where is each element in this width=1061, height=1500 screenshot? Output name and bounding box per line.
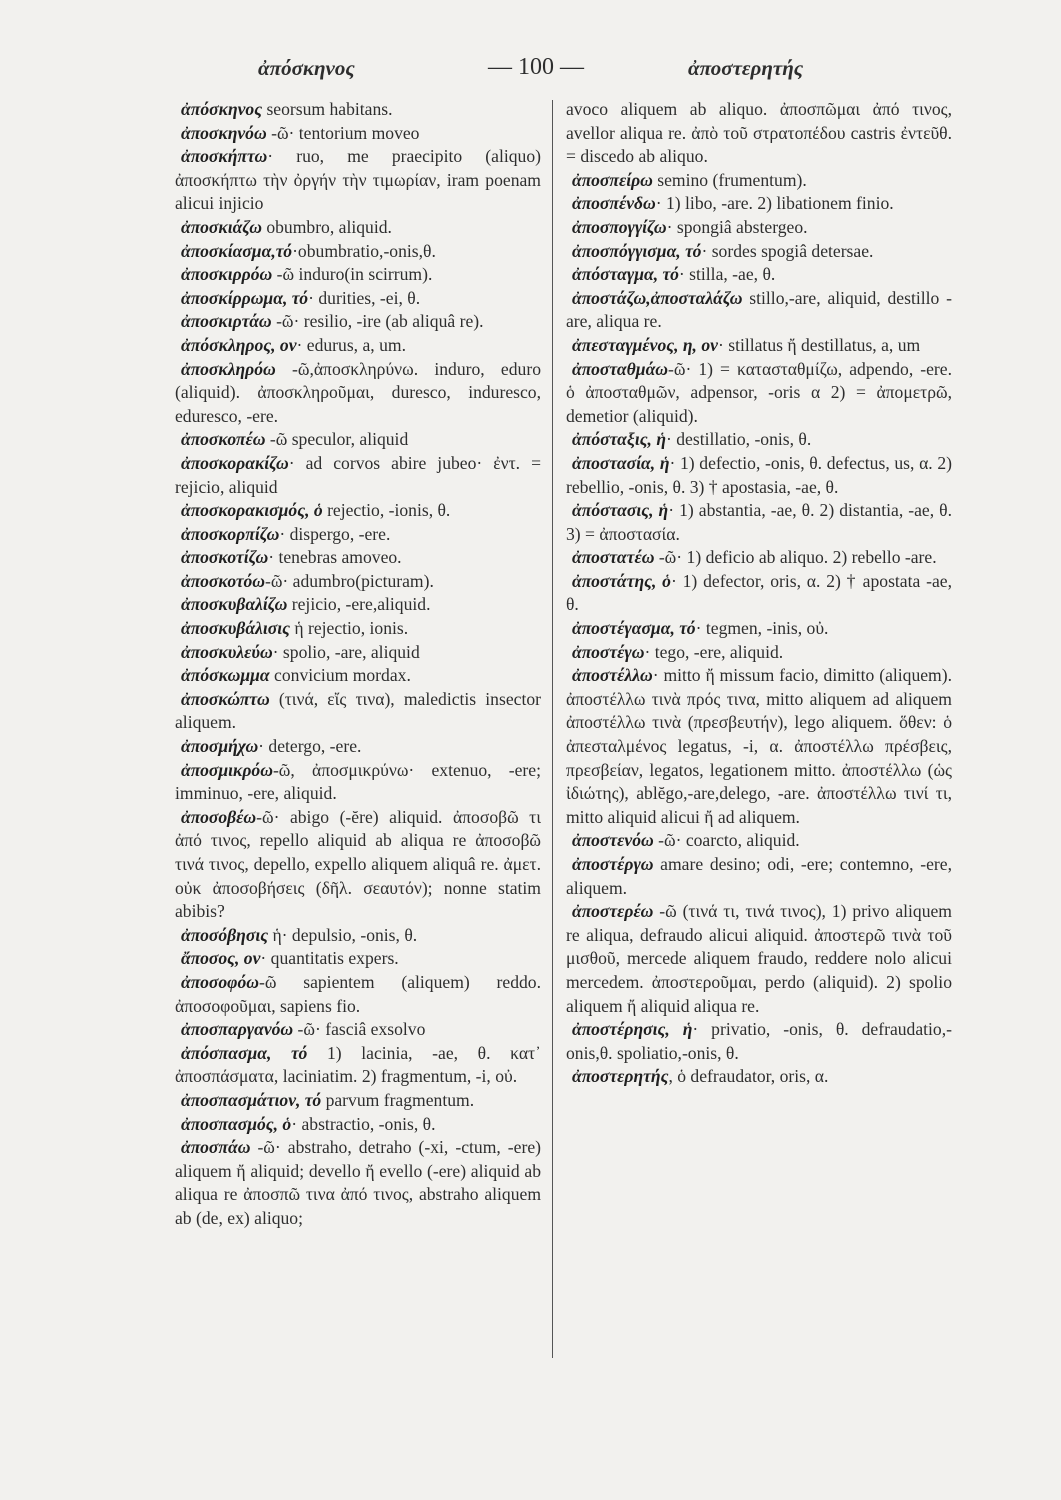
entry-headword: ἀποστάτης, ὁ bbox=[572, 570, 671, 591]
entry-headword: ἀποσκηνόω bbox=[181, 122, 267, 143]
entry-definition: parvum fragmentum. bbox=[321, 1089, 475, 1110]
entry-definition: stillo,-are, aliquid, destillo -are, aliqua re. bbox=[566, 287, 952, 332]
dictionary-entry bbox=[175, 570, 541, 594]
dictionary-entry bbox=[566, 358, 952, 429]
dictionary-entry bbox=[175, 641, 541, 665]
entry-headword: ἀποσμικρόω bbox=[181, 759, 273, 780]
dictionary-entry bbox=[175, 1089, 541, 1113]
entry-definition: · durities, -ei, θ. bbox=[308, 287, 421, 308]
entry-headword: ἀποσπόγγισμα, τό bbox=[572, 240, 702, 261]
entry-headword: ἀπόσταξις, ἡ bbox=[572, 429, 666, 450]
entry-definition: semino (frumentum). bbox=[652, 169, 807, 190]
entry-headword: ἄποσος, ον bbox=[181, 948, 261, 969]
entry-definition: · 1) abstantia, -ae, θ. 2) distantia, -ae, θ. 3) = ἀποστασία. bbox=[566, 500, 952, 544]
entry-definition: -ῶ induro(in scirrum). bbox=[272, 264, 433, 285]
entry-headword: ἀποσπάω bbox=[181, 1137, 251, 1158]
entry-headword: ἀπόσκωμμα bbox=[181, 665, 270, 686]
dictionary-entry bbox=[175, 1136, 541, 1230]
dictionary-entry bbox=[175, 806, 541, 924]
entry-headword: ἀποστέργω bbox=[572, 854, 654, 874]
dictionary-entry bbox=[175, 499, 541, 523]
entry-headword: ἀποστάζω,ἀποσταλάζω bbox=[572, 287, 743, 308]
dictionary-entry bbox=[175, 122, 541, 146]
entry-definition: · sordes spogiâ detersae. bbox=[701, 240, 874, 261]
dictionary-entry bbox=[175, 1042, 541, 1089]
dictionary-entry bbox=[566, 98, 952, 169]
entry-headword: ἀποσκορακισμός, ὁ bbox=[181, 500, 323, 521]
entry-definition: (τινά, εἴς τινα), maledictis insector aliquem. bbox=[175, 688, 541, 733]
entry-headword: ἀποστερέω bbox=[572, 901, 654, 922]
entry-headword: ἀποστασία, ἡ bbox=[572, 452, 670, 473]
entry-headword: ἀποσκήπτω bbox=[181, 146, 268, 167]
entry-headword: ἀπόστασις, ἡ bbox=[572, 500, 669, 521]
entry-headword: ἀποσκοπέω bbox=[181, 429, 266, 450]
entry-headword: ἀποστερητής bbox=[572, 1066, 669, 1087]
entry-definition: ·obumbratio,-onis,θ. bbox=[292, 240, 436, 261]
entry-definition: · ad corvos abire jubeo· ἐντ. = rejicio, aliquid bbox=[175, 452, 541, 497]
column-divider bbox=[552, 100, 553, 1358]
entry-definition: · mitto ἤ missum facio, dimitto (aliquem). ἀποστέλλω τινὰ πρός τινα, mitto aliquem ad aliquem ἀποστέλλω τινὰ (πρεσβευτήν), lego aliquem. ὅθεν: ὁ ἀπεσταλμένος legatus, -i, α. ἀποστέλλω πρέσβεις, πρεσβείαν, legatos, legationem mitto. ἀποστέλλω (ὡς ἰδιώτης), ablĕgo,-are,delego, -are. ἀποστέλλω τινί τι, mitto aliquid alicui ἤ ad aliquem. bbox=[566, 665, 952, 827]
dictionary-entry bbox=[175, 428, 541, 452]
entry-headword: ἀποσκυβαλίζω bbox=[181, 594, 288, 615]
entry-headword: ἀποσκιάζω bbox=[181, 216, 262, 237]
entry-definition: -ῶ sapientem (aliquem) reddo. ἀποσοφοῦμαι, sapiens fio. bbox=[175, 971, 541, 1016]
entry-headword: ἀπόσταγμα, τό bbox=[572, 264, 679, 285]
header-right-headword: ἀποστερητής bbox=[688, 56, 804, 80]
entry-definition: ἡ rejectio, ionis. bbox=[289, 618, 409, 639]
dictionary-entry bbox=[175, 334, 541, 358]
entry-definition: -ῶ speculor, aliquid bbox=[265, 429, 409, 450]
dictionary-entry bbox=[566, 664, 952, 829]
entry-definition: · 1) libo, -are. 2) libationem finio. bbox=[655, 193, 894, 214]
entry-headword: ἀποσκιρτάω bbox=[181, 311, 272, 332]
dictionary-entry bbox=[175, 759, 541, 806]
entry-headword: ἀποσόβησις bbox=[181, 924, 269, 945]
dictionary-entry bbox=[566, 192, 952, 216]
entry-definition: · tego, -ere, aliquid. bbox=[644, 641, 784, 662]
dictionary-entry bbox=[566, 240, 952, 264]
entry-headword: ἀποσκίρρωμα, τό bbox=[181, 287, 309, 308]
entry-headword: ἀποσοφόω bbox=[181, 971, 259, 992]
dictionary-entry bbox=[566, 853, 952, 900]
page-header bbox=[0, 52, 1061, 92]
entry-headword: ἀποσκοτόω bbox=[181, 570, 265, 591]
entry-headword: ἀποσκορακίζω bbox=[181, 452, 289, 473]
entry-definition: · 1) defector, oris, α. 2) † apostata -ae, θ. bbox=[566, 570, 952, 615]
dictionary-entry bbox=[175, 358, 541, 429]
entry-definition: -ῶ· abstraho, detraho (-xi, -ctum, -ere) aliquem ἤ aliquid; devello ἤ evello (-ere) aliquid ab aliqua re ἀποσπῶ τινα ἀπό τινος, abstraho aliquem ab (de, ex) aliquo; bbox=[175, 1137, 541, 1228]
entry-definition: -ῶ· abigo (-ĕre) aliquid. ἀποσοβῶ τι ἀπό τινος, repello aliquid ab aliqua re ἀποσοβῶ τινά τινος, depello, expello aliquem aliquâ re. ἀμετ. οὐκ ἀποσοβήσεις (δῆλ. σεαυτόν); nonne statim abibis? bbox=[175, 806, 541, 922]
entry-headword: ἀποσπείρω bbox=[572, 169, 653, 190]
dictionary-entry bbox=[175, 1113, 541, 1137]
entry-definition: -ῶ· 1) = κατασταθμίζω, adpendo, -ere. ὁ ἀποσταθμῶν, adpensor, -oris α 2) = ἀπομετρῶ, demetior (aliquid). bbox=[566, 358, 952, 426]
entry-headword: ἀποστέγασμα, τό bbox=[572, 618, 696, 639]
dictionary-entry bbox=[175, 263, 541, 287]
entry-headword: ἀποσκυλεύω bbox=[181, 641, 273, 662]
entry-headword: ἀποσπένδω bbox=[572, 193, 656, 214]
dictionary-entry bbox=[175, 971, 541, 1018]
entry-headword: ἀπόσκηνος bbox=[181, 99, 263, 119]
entry-definition: obumbro, aliquid. bbox=[261, 216, 392, 237]
entry-definition: -ῶ· coarcto, aliquid. bbox=[653, 830, 800, 851]
entry-headword: ἀποσκοτίζω bbox=[181, 547, 269, 568]
entry-headword: ἀποσκληρόω bbox=[181, 358, 276, 379]
entry-definition: -ῶ (τινά τι, τινά τινος), 1) privo aliquem re aliqua, defraudo alicui aliquid. ἀποστερῶ τινὰ τοῦ μισθοῦ, mercede aliquem fraudo, reddere nolo alicui mercedem. ἀποστεροῦμαι, perdo (aliquid). 2) spolio aliquem ἤ aliquid aliqua re. bbox=[566, 901, 952, 1016]
dictionary-entry bbox=[566, 617, 952, 641]
entry-definition: · spolio, -are, aliquid bbox=[272, 641, 420, 662]
dictionary-entry bbox=[566, 570, 952, 617]
entry-definition: · tegmen, -inis, οὐ. bbox=[695, 618, 829, 639]
header-left-headword: ἀπόσκηνος bbox=[258, 56, 355, 80]
entry-headword: ἀποστέρησις, ἡ bbox=[572, 1019, 693, 1040]
entry-headword: ἀποσκορπίζω bbox=[181, 523, 280, 544]
entry-definition: , ὁ defraudator, oris, α. bbox=[668, 1066, 829, 1087]
left-column bbox=[175, 98, 541, 1231]
entry-definition: rejicio, -ere,aliquid. bbox=[287, 594, 431, 615]
dictionary-entry bbox=[175, 546, 541, 570]
entry-headword: ἀποσκώπτω bbox=[181, 688, 270, 709]
dictionary-entry bbox=[175, 240, 541, 264]
dictionary-entry bbox=[175, 452, 541, 499]
dictionary-entry bbox=[175, 1018, 541, 1042]
dictionary-entry bbox=[566, 1065, 952, 1089]
entry-definition: · ruo, me praecipito (aliquo) ἀποσκήπτω τὴν ὀργήν τὴν τιμωρίαν, iram poenam alicui injicio bbox=[175, 146, 541, 214]
entry-definition: -ῶ· resilio, -ire (ab aliquâ re). bbox=[271, 311, 484, 332]
entry-definition: -ῶ· adumbro(picturam). bbox=[264, 570, 434, 591]
dictionary-entry bbox=[566, 216, 952, 240]
dictionary-entry bbox=[175, 947, 541, 971]
dictionary-entry bbox=[566, 829, 952, 853]
dictionary-entry bbox=[175, 145, 541, 216]
entry-definition: · stillatus ἤ destillatus, a, um bbox=[717, 334, 921, 355]
entry-headword: ἀποσκυβάλισις bbox=[181, 618, 290, 639]
entry-headword: ἀποσταθμάω bbox=[572, 358, 669, 379]
entry-headword: ἀποστέγω bbox=[572, 641, 645, 662]
dictionary-entry bbox=[175, 287, 541, 311]
entry-definition: · tenebras amoveo. bbox=[268, 547, 402, 568]
entry-headword: ἀποστατέω bbox=[572, 547, 655, 568]
entry-headword: ἀποσπογγίζω bbox=[572, 216, 667, 237]
entry-headword: ἀποσπασμάτιον, τό bbox=[181, 1089, 322, 1110]
entry-definition: · privatio, -onis, θ. defraudatio,-onis,θ. spoliatio,-onis, θ. bbox=[566, 1019, 952, 1063]
entry-headword: ἀπεσταγμένος, η, ον bbox=[572, 334, 718, 355]
dictionary-entry bbox=[175, 735, 541, 759]
entry-definition: · stilla, -ae, θ. bbox=[678, 264, 776, 285]
entry-definition: · quantitatis expers. bbox=[260, 948, 399, 969]
dictionary-entry bbox=[566, 1018, 952, 1065]
entry-definition: · detergo, -ere. bbox=[258, 736, 362, 757]
entry-definition: -ῶ· tentorium moveo bbox=[266, 122, 420, 143]
dictionary-entry bbox=[175, 310, 541, 334]
dictionary-entry bbox=[175, 617, 541, 641]
entry-definition: · abstractio, -onis, θ. bbox=[291, 1113, 436, 1134]
entry-definition: · destillatio, -onis, θ. bbox=[666, 429, 812, 450]
entry-headword: ἀποσμήχω bbox=[181, 736, 259, 757]
dictionary-entry bbox=[566, 334, 952, 358]
dictionary-entry bbox=[566, 499, 952, 546]
entry-headword: ἀποσκίασμα,τό bbox=[181, 240, 293, 261]
entry-headword: ἀποσπαργανόω bbox=[181, 1019, 294, 1040]
dictionary-entry bbox=[175, 664, 541, 688]
dictionary-entry bbox=[566, 263, 952, 287]
dictionary-entry bbox=[566, 641, 952, 665]
entry-definition: · dispergo, -ere. bbox=[279, 523, 391, 544]
entry-definition: amare desino; odi, -ere; contemno, -ere, aliquem. bbox=[566, 854, 952, 898]
entry-definition: 1) lacinia, -ae, θ. κατ᾽ ἀποσπάσματα, laciniatim. 2) fragmentum, -i, οὐ. bbox=[175, 1042, 541, 1087]
entry-headword: ἀπόσπασμα, τό bbox=[181, 1042, 308, 1063]
entry-definition: · 1) defectio, -onis, θ. defectus, us, α. 2) rebellio, -onis, θ. 3) † apostasia, -ae, θ. bbox=[566, 452, 952, 497]
dictionary-entry bbox=[566, 900, 952, 1018]
entry-definition: -ῶ· fasciâ exsolvo bbox=[293, 1019, 426, 1040]
entry-definition: -ῶ· 1) deficio ab aliquo. 2) rebello -are. bbox=[654, 547, 937, 568]
entry-headword: ἀποστέλλω bbox=[572, 665, 653, 686]
dictionary-entry bbox=[175, 216, 541, 240]
dictionary-entry bbox=[175, 688, 541, 735]
entry-definition: seorsum habitans. bbox=[262, 99, 393, 119]
entry-headword: ἀπόσκληρος, ον bbox=[181, 334, 297, 355]
dictionary-entry bbox=[175, 98, 541, 122]
right-column bbox=[566, 98, 952, 1089]
entry-headword: ἀποσοβέω bbox=[181, 806, 257, 827]
dictionary-entry bbox=[175, 523, 541, 547]
page-number: — 100 — bbox=[488, 54, 584, 80]
dictionary-entry bbox=[566, 287, 952, 334]
dictionary-entry bbox=[566, 546, 952, 570]
dictionary-entry bbox=[566, 452, 952, 499]
entry-headword: ἀποσπασμός, ὁ bbox=[181, 1113, 292, 1134]
entry-definition: -ῶ,ἀποσκληρύνω. induro, eduro (aliquid). ἀποσκληροῦμαι, duresco, induresco, eduresco, -ere. bbox=[175, 358, 541, 426]
entry-definition: -ῶ, ἀποσμικρύνω· extenuo, -ere; imminuo, -ere, aliquid. bbox=[175, 759, 541, 804]
entry-definition: rejectio, -ionis, θ. bbox=[322, 500, 451, 521]
entry-definition: convicium mordax. bbox=[269, 665, 411, 686]
entry-headword: ἀποστενόω bbox=[572, 830, 654, 851]
entry-headword: ἀποσκιρρόω bbox=[181, 264, 273, 285]
dictionary-entry bbox=[175, 593, 541, 617]
dictionary-entry bbox=[566, 428, 952, 452]
entry-definition: ἡ· depulsio, -onis, θ. bbox=[268, 924, 418, 945]
dictionary-entry bbox=[566, 169, 952, 193]
entry-definition: avoco aliquem ab aliquo. ἀποσπῶμαι ἀπό τινος, avellor aliqua re. ἀπὸ τοῦ στρατοπέδου castris ἐντεῦθ. = discedo ab aliquo. bbox=[566, 99, 952, 167]
entry-definition: · spongiâ abstergeo. bbox=[666, 216, 808, 237]
dictionary-entry bbox=[175, 924, 541, 948]
entry-definition: · edurus, a, um. bbox=[296, 334, 406, 355]
